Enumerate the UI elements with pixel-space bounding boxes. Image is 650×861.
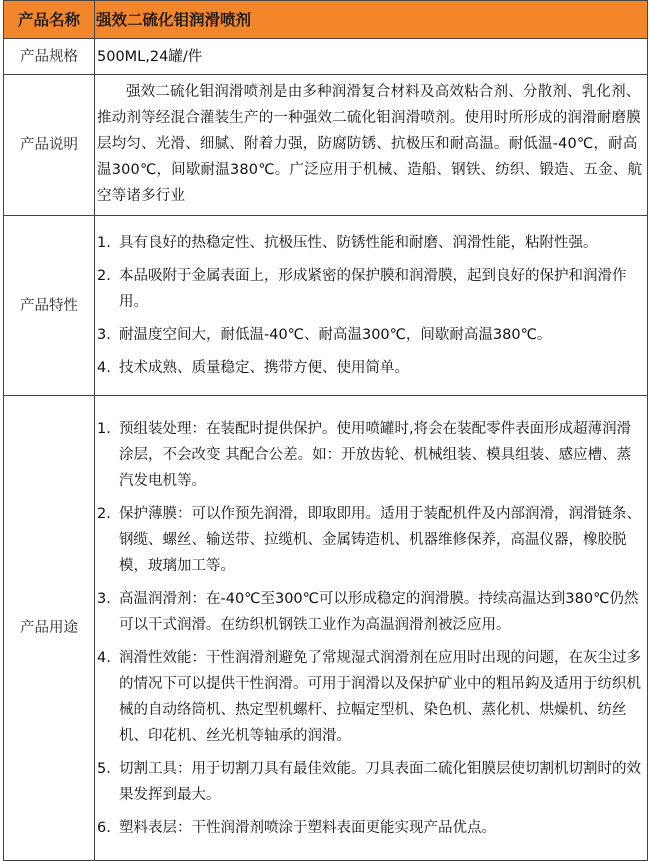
product-description-cell (95, 75, 648, 216)
product-name-row (4, 1, 648, 39)
product-spec-label: 产品规格 (4, 39, 95, 75)
use-item (97, 501, 643, 579)
feature-text: 本品吸附于金属表面上，形成紧密的保护膜和润滑膜，起到良好的保护和润滑作用。 (119, 268, 627, 310)
product-uses-row (4, 396, 648, 861)
product-spec-row (4, 39, 648, 75)
use-number: 5. (97, 760, 111, 777)
use-item (97, 416, 643, 494)
product-spec-table (3, 0, 648, 861)
use-item (97, 815, 643, 841)
product-spec-value: 500ML,24罐/件 (95, 39, 648, 75)
use-item (97, 586, 643, 638)
product-features-cell (95, 216, 648, 396)
feature-text: 耐温度空间大，耐低温-40℃、耐高温300℃，间歇耐高温380℃。 (119, 327, 552, 343)
use-text: 切割工具：用于切割刀具有最佳效能。刀具表面二硫化钼膜层使切割机切割时的效果发挥到最大。 (119, 760, 641, 803)
product-name-label: 产品名称 (4, 1, 95, 39)
use-number: 3. (97, 590, 111, 607)
use-text: 保护薄膜：可以作预先润滑，即取即用。适用于装配机件及内部润滑，润滑链条、钢缆、螺丝、输送带、拉缆机、金属铸造机、机器维修保养，高温仪器，橡胶脱模，玻璃加工等。 (119, 505, 641, 574)
use-text: 高温润滑剂：在-40℃至300℃可以形成稳定的润滑膜。持续高温达到380℃仍然可以干式润滑。在纺织机钢铁工业作为高温润滑剂被泛应用。 (119, 590, 639, 633)
product-description-row (4, 75, 648, 216)
use-text: 塑料表层：干性润滑剂喷涂于塑料表面更能实现产品优点。 (119, 819, 496, 836)
features-list (97, 226, 643, 385)
use-item (97, 756, 643, 808)
feature-number: 1. (97, 235, 111, 251)
feature-number: 4. (97, 360, 111, 376)
product-features-label: 产品特性 (4, 216, 95, 396)
use-text: 润滑性效能：干性润滑剂避免了常规湿式润滑剂在应用时出现的问题，在灰尘过多的情况下可以提供干性润滑。可用于润滑以及保护矿业中的粗吊鈎及适用于纺织机械的自动络筒机、热定型机螺杆、拉幅定型机、染色机、蒸化机、烘燥机、纺丝机、印花机、丝光机等轴承的润滑。 (119, 649, 641, 744)
feature-item (97, 263, 643, 315)
use-number: 2. (97, 505, 111, 522)
product-name-value: 强效二硫化钼润滑喷剂 (95, 1, 648, 39)
feature-item (97, 230, 643, 256)
uses-list (97, 412, 643, 845)
use-number: 6. (97, 819, 111, 836)
use-text: 预组装处理：在装配时提供保护。使用喷罐时,将会在装配零件表面形成超薄润滑涂层，不会改变 其配合公差。如：开放齿轮、机械组装、模具组装、感应槽、蒸汽发电机等。 (119, 420, 632, 489)
product-uses-cell (95, 396, 648, 861)
use-number: 1. (97, 420, 111, 437)
product-description-text: 强效二硫化钼润滑喷剂是由多种润滑复合材料及高效粘合剂、分散剂、乳化剂、推动剂等经混合灌装生产的一种强效二硫化钼润滑喷剂。使用时所形成的润滑耐磨膜层均匀、光滑、细腻、附着力强，防腐防锈、抗极压和耐高温。耐低温-40℃，耐高温300℃，间歇耐温380℃。广泛应用于机械、造船、钢铁、纺织、锻造、五金、航空等诸多行业 (97, 84, 643, 204)
feature-text: 技术成熟、质量稳定、携带方便、使用简单。 (119, 360, 409, 376)
use-number: 4. (97, 649, 111, 666)
feature-number: 3. (97, 327, 111, 343)
product-features-row (4, 216, 648, 396)
feature-number: 2. (97, 268, 111, 284)
use-item (97, 645, 643, 749)
feature-text: 具有良好的热稳定性、抗极压性、防锈性能和耐磨、润滑性能，粘附性强。 (119, 235, 598, 251)
product-description-label: 产品说明 (4, 75, 95, 216)
feature-item (97, 322, 643, 348)
feature-item (97, 355, 643, 381)
product-uses-label: 产品用途 (4, 396, 95, 861)
